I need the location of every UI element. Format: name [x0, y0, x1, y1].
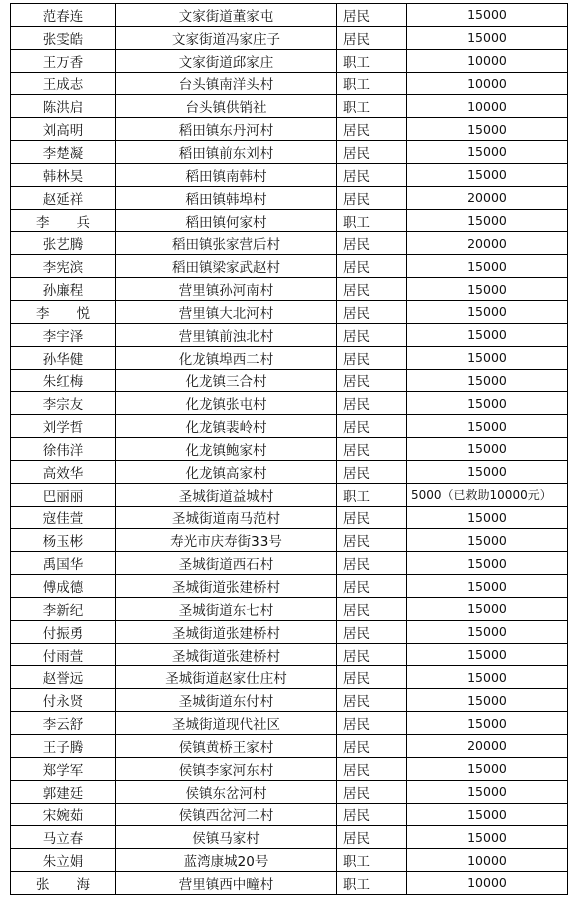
type-cell: 居民 [337, 666, 407, 689]
type-cell: 居民 [337, 255, 407, 278]
amount-cell: 15000 [407, 529, 568, 552]
address-cell: 稻田镇东丹河村 [116, 118, 337, 141]
amount-cell: 15000 [407, 118, 568, 141]
address-cell: 圣城街道益城村 [116, 483, 337, 506]
name-cell: 巴丽丽 [11, 483, 116, 506]
name-cell: 李云舒 [11, 712, 116, 735]
table-row [11, 369, 568, 392]
amount-cell: 20000 [407, 735, 568, 758]
type-cell: 居民 [337, 712, 407, 735]
name-cell: 宋婉茹 [11, 803, 116, 826]
address-cell: 营里镇西中疃村 [116, 872, 337, 895]
address-cell: 圣城街道现代社区 [116, 712, 337, 735]
type-cell: 居民 [337, 620, 407, 643]
name-cell: 陈洪启 [11, 95, 116, 118]
name-cell: 寇佳萱 [11, 506, 116, 529]
address-cell: 营里镇孙河南村 [116, 278, 337, 301]
name-cell: 张艺腾 [11, 232, 116, 255]
name-cell: 王成志 [11, 72, 116, 95]
amount-cell: 15000 [407, 346, 568, 369]
table-row [11, 643, 568, 666]
amount-cell: 10000 [407, 49, 568, 72]
amount-cell: 15000 [407, 141, 568, 164]
table-row [11, 186, 568, 209]
type-cell: 居民 [337, 826, 407, 849]
table-row [11, 735, 568, 758]
amount-cell: 15000 [407, 278, 568, 301]
table-row [11, 666, 568, 689]
name-cell: 徐伟洋 [11, 438, 116, 461]
type-cell: 居民 [337, 163, 407, 186]
address-cell: 文家街道邱家庄 [116, 49, 337, 72]
amount-cell: 10000 [407, 872, 568, 895]
table-row [11, 620, 568, 643]
address-cell: 侯镇李家河东村 [116, 757, 337, 780]
type-cell: 职工 [337, 483, 407, 506]
table-row [11, 597, 568, 620]
address-cell: 稻田镇韩埠村 [116, 186, 337, 209]
table-row [11, 460, 568, 483]
address-cell: 营里镇前浊北村 [116, 323, 337, 346]
address-cell: 圣城街道西石村 [116, 552, 337, 575]
name-cell: 赵誉远 [11, 666, 116, 689]
type-cell: 居民 [337, 780, 407, 803]
table-row [11, 255, 568, 278]
name-cell: 李楚凝 [11, 141, 116, 164]
type-cell: 居民 [337, 141, 407, 164]
type-cell: 职工 [337, 72, 407, 95]
table-row [11, 552, 568, 575]
amount-cell: 15000 [407, 209, 568, 232]
address-cell: 化龙镇埠西二村 [116, 346, 337, 369]
table-row [11, 803, 568, 826]
table-row [11, 163, 568, 186]
table-row [11, 49, 568, 72]
type-cell: 居民 [337, 597, 407, 620]
amount-cell: 15000 [407, 803, 568, 826]
address-cell: 文家街道冯家庄子 [116, 26, 337, 49]
address-cell: 圣城街道张建桥村 [116, 643, 337, 666]
amount-cell: 15000 [407, 712, 568, 735]
amount-cell: 15000 [407, 323, 568, 346]
amount-cell: 15000 [407, 4, 568, 27]
name-cell: 李新纪 [11, 597, 116, 620]
amount-cell: 15000 [407, 392, 568, 415]
address-cell: 圣城街道南马范村 [116, 506, 337, 529]
name-cell: 郑学军 [11, 757, 116, 780]
name-cell: 赵延祥 [11, 186, 116, 209]
type-cell: 居民 [337, 506, 407, 529]
table-row [11, 232, 568, 255]
amount-cell: 15000 [407, 506, 568, 529]
table-row [11, 506, 568, 529]
address-cell: 稻田镇前东刘村 [116, 141, 337, 164]
address-cell: 侯镇马家村 [116, 826, 337, 849]
address-cell: 侯镇东岔河村 [116, 780, 337, 803]
name-cell: 傅成德 [11, 575, 116, 598]
table-row [11, 300, 568, 323]
name-cell: 付雨萱 [11, 643, 116, 666]
type-cell: 居民 [337, 735, 407, 758]
type-cell: 职工 [337, 95, 407, 118]
address-cell: 稻田镇南韩村 [116, 163, 337, 186]
table-row [11, 872, 568, 895]
address-cell: 稻田镇张家营后村 [116, 232, 337, 255]
table-row [11, 95, 568, 118]
name-cell: 高效华 [11, 460, 116, 483]
address-cell: 侯镇黄桥王家村 [116, 735, 337, 758]
amount-cell: 15000 [407, 460, 568, 483]
address-cell: 圣城街道东付村 [116, 689, 337, 712]
name-cell: 王子腾 [11, 735, 116, 758]
table-row [11, 278, 568, 301]
name-cell: 郭建廷 [11, 780, 116, 803]
type-cell: 居民 [337, 4, 407, 27]
address-cell: 侯镇西岔河二村 [116, 803, 337, 826]
amount-cell: 20000 [407, 186, 568, 209]
address-cell: 稻田镇何家村 [116, 209, 337, 232]
relief-list-table [10, 3, 568, 895]
name-cell: 孙华健 [11, 346, 116, 369]
address-cell: 圣城街道张建桥村 [116, 620, 337, 643]
type-cell: 居民 [337, 757, 407, 780]
type-cell: 职工 [337, 49, 407, 72]
name-cell: 朱红梅 [11, 369, 116, 392]
type-cell: 居民 [337, 278, 407, 301]
address-cell: 圣城街道张建桥村 [116, 575, 337, 598]
name-cell: 禹国华 [11, 552, 116, 575]
type-cell: 居民 [337, 689, 407, 712]
table-row [11, 849, 568, 872]
table-row [11, 415, 568, 438]
table-row [11, 26, 568, 49]
name-cell: 李宗友 [11, 392, 116, 415]
amount-cell: 15000 [407, 26, 568, 49]
table-body [11, 4, 568, 895]
type-cell: 居民 [337, 346, 407, 369]
name-cell: 朱立娟 [11, 849, 116, 872]
type-cell: 居民 [337, 369, 407, 392]
name-cell: 杨玉彬 [11, 529, 116, 552]
amount-cell: 15000 [407, 643, 568, 666]
amount-cell: 15000 [407, 300, 568, 323]
address-cell: 蓝湾康城20号 [116, 849, 337, 872]
name-cell: 刘学哲 [11, 415, 116, 438]
name-cell: 张雯皓 [11, 26, 116, 49]
amount-cell: 15000 [407, 369, 568, 392]
table-row [11, 346, 568, 369]
type-cell: 居民 [337, 643, 407, 666]
name-cell: 李宇泽 [11, 323, 116, 346]
name-cell: 李 悦 [11, 300, 116, 323]
amount-cell: 15000 [407, 620, 568, 643]
table-row [11, 323, 568, 346]
amount-cell: 10000 [407, 95, 568, 118]
type-cell: 居民 [337, 803, 407, 826]
name-cell: 王万香 [11, 49, 116, 72]
type-cell: 居民 [337, 118, 407, 141]
address-cell: 圣城街道东七村 [116, 597, 337, 620]
amount-cell: 15000 [407, 689, 568, 712]
table-row [11, 72, 568, 95]
name-cell: 孙廉程 [11, 278, 116, 301]
name-cell: 范春连 [11, 4, 116, 27]
name-cell: 付永贤 [11, 689, 116, 712]
table-row [11, 4, 568, 27]
type-cell: 居民 [337, 438, 407, 461]
amount-cell: 15000 [407, 666, 568, 689]
address-cell: 台头镇供销社 [116, 95, 337, 118]
amount-cell: 15000 [407, 552, 568, 575]
amount-cell: 15000 [407, 255, 568, 278]
amount-cell: 15000 [407, 438, 568, 461]
name-cell: 刘高明 [11, 118, 116, 141]
address-cell: 化龙镇鲍家村 [116, 438, 337, 461]
name-cell: 韩林昊 [11, 163, 116, 186]
table-row [11, 712, 568, 735]
type-cell: 居民 [337, 392, 407, 415]
address-cell: 台头镇南洋头村 [116, 72, 337, 95]
table-row [11, 757, 568, 780]
name-cell: 马立春 [11, 826, 116, 849]
table-row [11, 826, 568, 849]
type-cell: 居民 [337, 323, 407, 346]
table-row [11, 141, 568, 164]
amount-cell: 15000 [407, 826, 568, 849]
type-cell: 居民 [337, 415, 407, 438]
address-cell: 寿光市庆寿街33号 [116, 529, 337, 552]
type-cell: 居民 [337, 460, 407, 483]
amount-cell: 20000 [407, 232, 568, 255]
table-row [11, 529, 568, 552]
name-cell: 张 海 [11, 872, 116, 895]
amount-cell: 15000 [407, 415, 568, 438]
type-cell: 职工 [337, 849, 407, 872]
amount-cell: 15000 [407, 597, 568, 620]
address-cell: 化龙镇三合村 [116, 369, 337, 392]
amount-cell: 15000 [407, 780, 568, 803]
type-cell: 居民 [337, 575, 407, 598]
type-cell: 居民 [337, 232, 407, 255]
address-cell: 化龙镇张屯村 [116, 392, 337, 415]
amount-cell: 15000 [407, 163, 568, 186]
type-cell: 职工 [337, 209, 407, 232]
address-cell: 圣城街道赵家仕庄村 [116, 666, 337, 689]
type-cell: 职工 [337, 872, 407, 895]
amount-cell: 10000 [407, 72, 568, 95]
table-row [11, 780, 568, 803]
name-cell: 李宪滨 [11, 255, 116, 278]
type-cell: 居民 [337, 186, 407, 209]
name-cell: 李 兵 [11, 209, 116, 232]
type-cell: 居民 [337, 529, 407, 552]
address-cell: 稻田镇梁家武赵村 [116, 255, 337, 278]
amount-cell: 15000 [407, 757, 568, 780]
address-cell: 化龙镇高家村 [116, 460, 337, 483]
table-row [11, 483, 568, 506]
name-cell: 付振勇 [11, 620, 116, 643]
address-cell: 营里镇大北河村 [116, 300, 337, 323]
address-cell: 化龙镇裴岭村 [116, 415, 337, 438]
amount-cell: 10000 [407, 849, 568, 872]
type-cell: 居民 [337, 26, 407, 49]
table-row [11, 689, 568, 712]
amount-cell: 15000 [407, 575, 568, 598]
type-cell: 居民 [337, 552, 407, 575]
table-row [11, 392, 568, 415]
table-row [11, 438, 568, 461]
table-row [11, 575, 568, 598]
table-row [11, 118, 568, 141]
table-row [11, 209, 568, 232]
address-cell: 文家街道董家屯 [116, 4, 337, 27]
type-cell: 居民 [337, 300, 407, 323]
amount-cell: 5000（已救助10000元） [407, 483, 568, 506]
